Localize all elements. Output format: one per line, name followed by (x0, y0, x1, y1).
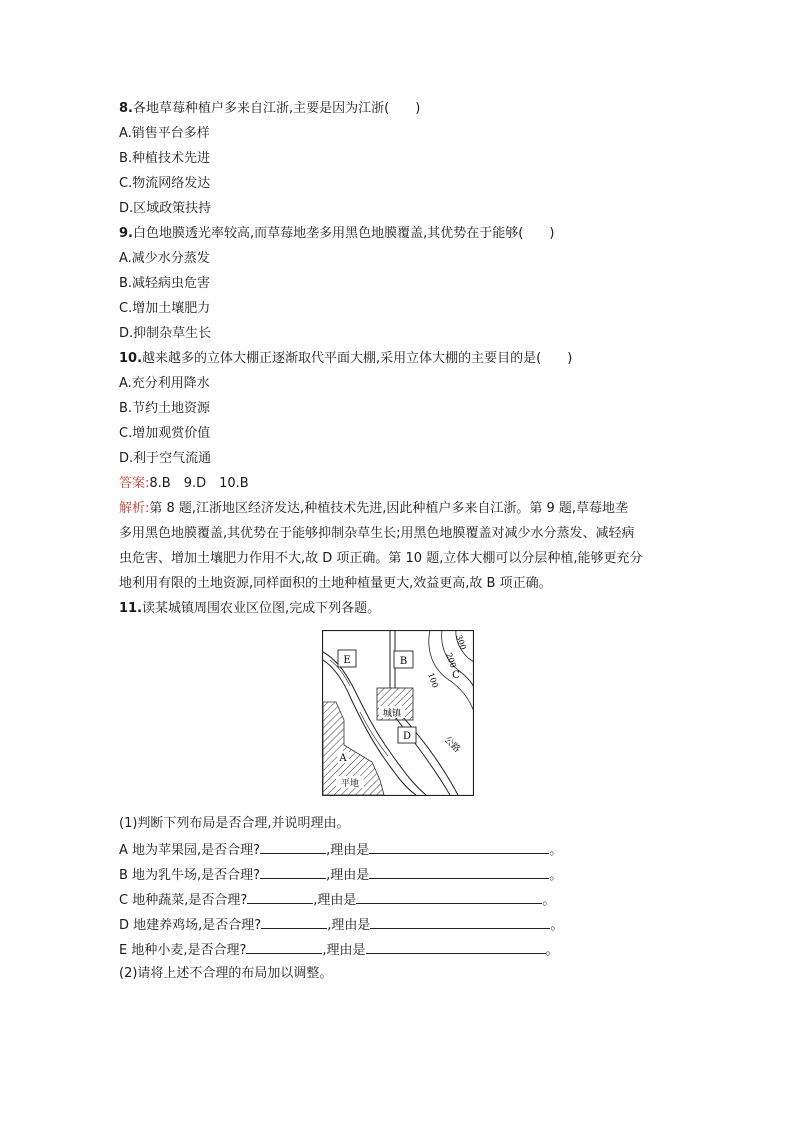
q8-stem (119, 100, 420, 118)
q11-stem (119, 600, 380, 618)
q9-option-d: D.抑制杂草生长 (119, 326, 212, 341)
q11-item-e-reason-blank[interactable] (366, 940, 546, 954)
q11-item-b-reason-blank[interactable] (369, 865, 549, 879)
q11-item-b-answer-blank[interactable] (260, 865, 326, 879)
q9-option-a: A.减少水分蒸发 (119, 251, 210, 266)
q8-stem-text: 各地草莓种植户多来自江浙,主要是因为江浙( ) (132, 101, 421, 116)
answer-text: 8.B 9.D 10.B (149, 476, 249, 491)
q11-item-e-end: 。 (545, 943, 559, 958)
analysis-line-1 (119, 500, 628, 518)
q11-item-c-mid: ,理由是 (313, 893, 357, 908)
q11-item-e (119, 940, 559, 960)
q8-option-c: C.物流网络发达 (119, 176, 211, 191)
contour-label-200: 200 (444, 651, 458, 670)
q9-stem-text: 白色地膜透光率较高,而草莓地垄多用黑色地膜覆盖,其优势在于能够( ) (132, 226, 555, 241)
q10-stem (119, 350, 572, 368)
contour-label-100: 100 (426, 671, 440, 690)
q11-item-a-reason-blank[interactable] (369, 840, 549, 854)
q11-number: 11. (119, 601, 143, 616)
q11-item-c-reason-blank[interactable] (356, 890, 542, 904)
label-b: B (399, 656, 408, 667)
q8-number: 8. (119, 101, 133, 116)
q11-stem-text: 读某城镇周围农业区位图,完成下列各题。 (142, 601, 381, 616)
analysis-line-2: 多用黑色地膜覆盖,其优势在于能够抑制杂草生长;用黑色地膜覆盖对减少水分蒸发、减轻病 (119, 526, 635, 541)
q11-item-e-mid: ,理由是 (322, 943, 366, 958)
q11-item-d-reason-blank[interactable] (370, 915, 550, 929)
q10-stem-text: 越来越多的立体大棚正逐渐取代平面大棚,采用立体大棚的主要目的是( ) (142, 351, 573, 366)
q8-option-d: D.区域政策扶持 (119, 201, 212, 216)
q11-item-a-answer-blank[interactable] (260, 840, 326, 854)
q11-item-d-end: 。 (550, 918, 564, 933)
q11-item-c (119, 890, 555, 910)
label-c: C (452, 670, 460, 681)
answer-line (119, 475, 249, 493)
analysis-line-4: 地利用有限的土地资源,同样面积的土地种植量更大,效益更高,故 B 项正确。 (119, 576, 552, 591)
contour-label-300: 300 (454, 633, 468, 652)
answer-label: 答案: (119, 476, 150, 491)
q11-item-b-prefix: B 地为乳牛场,是否合理? (119, 868, 261, 883)
q10-number: 10. (119, 351, 143, 366)
q10-option-b: B.节约土地资源 (119, 401, 211, 416)
q10-option-a: A.充分利用降水 (119, 376, 210, 391)
q11-item-a-end: 。 (549, 843, 563, 858)
plain-label: 平地 (340, 779, 360, 789)
analysis-text-1: 第 8 题,江浙地区经济发达,种植技术先进,因此种植户多来自江浙。第 9 题,草莓地垄 (149, 501, 628, 516)
q11-item-a-prefix: A 地为苹果园,是否合理? (119, 843, 261, 858)
q8-option-a: A.销售平台多样 (119, 126, 210, 141)
q11-item-d-mid: ,理由是 (327, 918, 371, 933)
q11-item-e-prefix: E 地种小麦,是否合理? (119, 943, 247, 958)
q11-item-a-mid: ,理由是 (326, 843, 370, 858)
label-e: E (343, 655, 351, 666)
q11-item-a (119, 840, 562, 860)
analysis-line-3: 虫危害、增加土壤肥力作用不大,故 D 项正确。第 10 题,立体大棚可以分层种植,能够更充分 (119, 551, 643, 566)
q11-item-b-mid: ,理由是 (326, 868, 370, 883)
q11-item-b-end: 。 (549, 868, 563, 883)
analysis-label: 解析: (119, 501, 150, 516)
q9-stem (119, 225, 554, 243)
label-a: A (339, 753, 347, 764)
q11-item-d-answer-blank[interactable] (261, 915, 327, 929)
q11-item-c-end: 。 (542, 893, 556, 908)
q11-item-d-prefix: D 地建养鸡场,是否合理? (119, 918, 262, 933)
q9-option-b: B.减轻病虫危害 (119, 276, 211, 291)
q8-option-b: B.种植技术先进 (119, 151, 211, 166)
agriculture-location-map (322, 630, 474, 796)
q11-item-c-answer-blank[interactable] (247, 890, 313, 904)
q11-part2: (2)请将上述不合理的布局加以调整。 (119, 966, 333, 981)
q9-option-c: C.增加土壤肥力 (119, 301, 211, 316)
q11-item-e-answer-blank[interactable] (246, 940, 322, 954)
q11-item-c-prefix: C 地种蔬菜,是否合理? (119, 893, 248, 908)
q10-option-c: C.增加观赏价值 (119, 426, 211, 441)
road-label: 公路 (441, 735, 462, 755)
label-d: D (402, 731, 412, 742)
q11-item-b (119, 865, 562, 885)
town-label: 城镇 (382, 709, 402, 719)
q9-number: 9. (119, 226, 133, 241)
q11-item-d (119, 915, 563, 935)
q10-option-d: D.利于空气流通 (119, 451, 212, 466)
q11-part1-title: (1)判断下列布局是否合理,并说明理由。 (119, 816, 350, 831)
